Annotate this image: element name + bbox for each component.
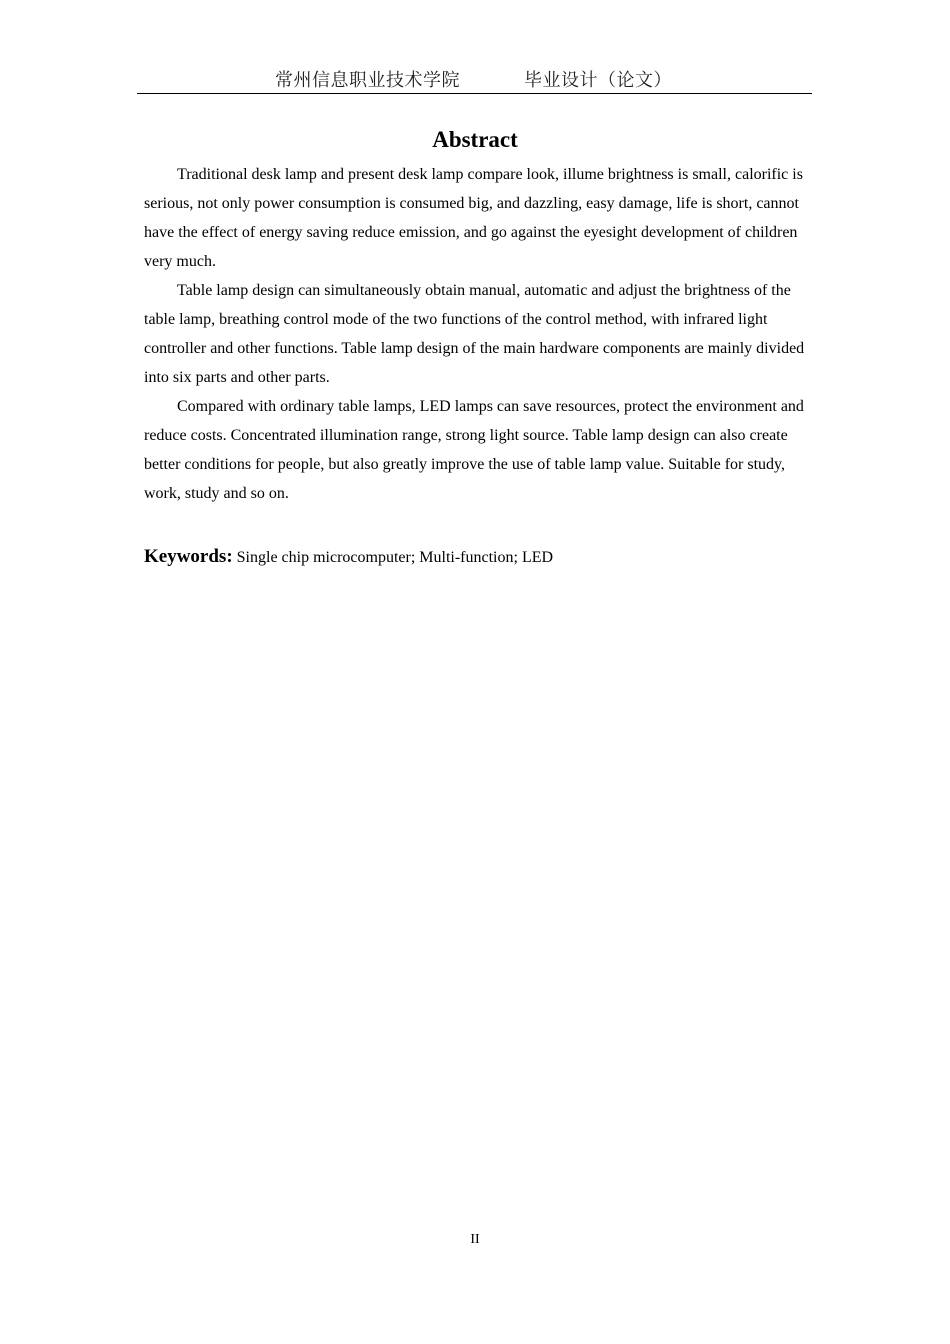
page-header (137, 68, 812, 94)
abstract-paragraph: Compared with ordinary table lamps, LED lamps can save resources, protect the environment and reduce costs. Concentrated illumination range, strong light source. Table lamp design can also create better conditions for people, but also greatly improve the use of table lamp value. Suitable for study, work, study and so on. (144, 398, 804, 502)
header-thesis-label: 毕业设计（论文） (524, 70, 672, 91)
abstract-body (144, 160, 808, 508)
keywords-line (144, 543, 808, 572)
keywords-label: Keywords: (144, 546, 233, 567)
abstract-paragraph: Table lamp design can simultaneously obtain manual, automatic and adjust the brightness of the table lamp, breathing control mode of the two functions of the control method, with infrared light controller and other functions. Table lamp design of the main hardware components are mainly divided into six parts and other parts. (144, 282, 805, 386)
page-number: II (470, 1232, 480, 1247)
keywords-text: Single chip microcomputer; Multi-function; LED (232, 549, 554, 566)
abstract-title: Abstract (432, 127, 518, 152)
abstract-paragraph: Traditional desk lamp and present desk lamp compare look, illume brightness is small, calorific is serious, not only power consumption is consumed big, and dazzling, easy damage, life is short, cannot have the effect of energy saving reduce emission, and go against the eyesight development of children very much. (144, 166, 803, 270)
header-school-name: 常州信息职业技术学院 (275, 70, 460, 91)
